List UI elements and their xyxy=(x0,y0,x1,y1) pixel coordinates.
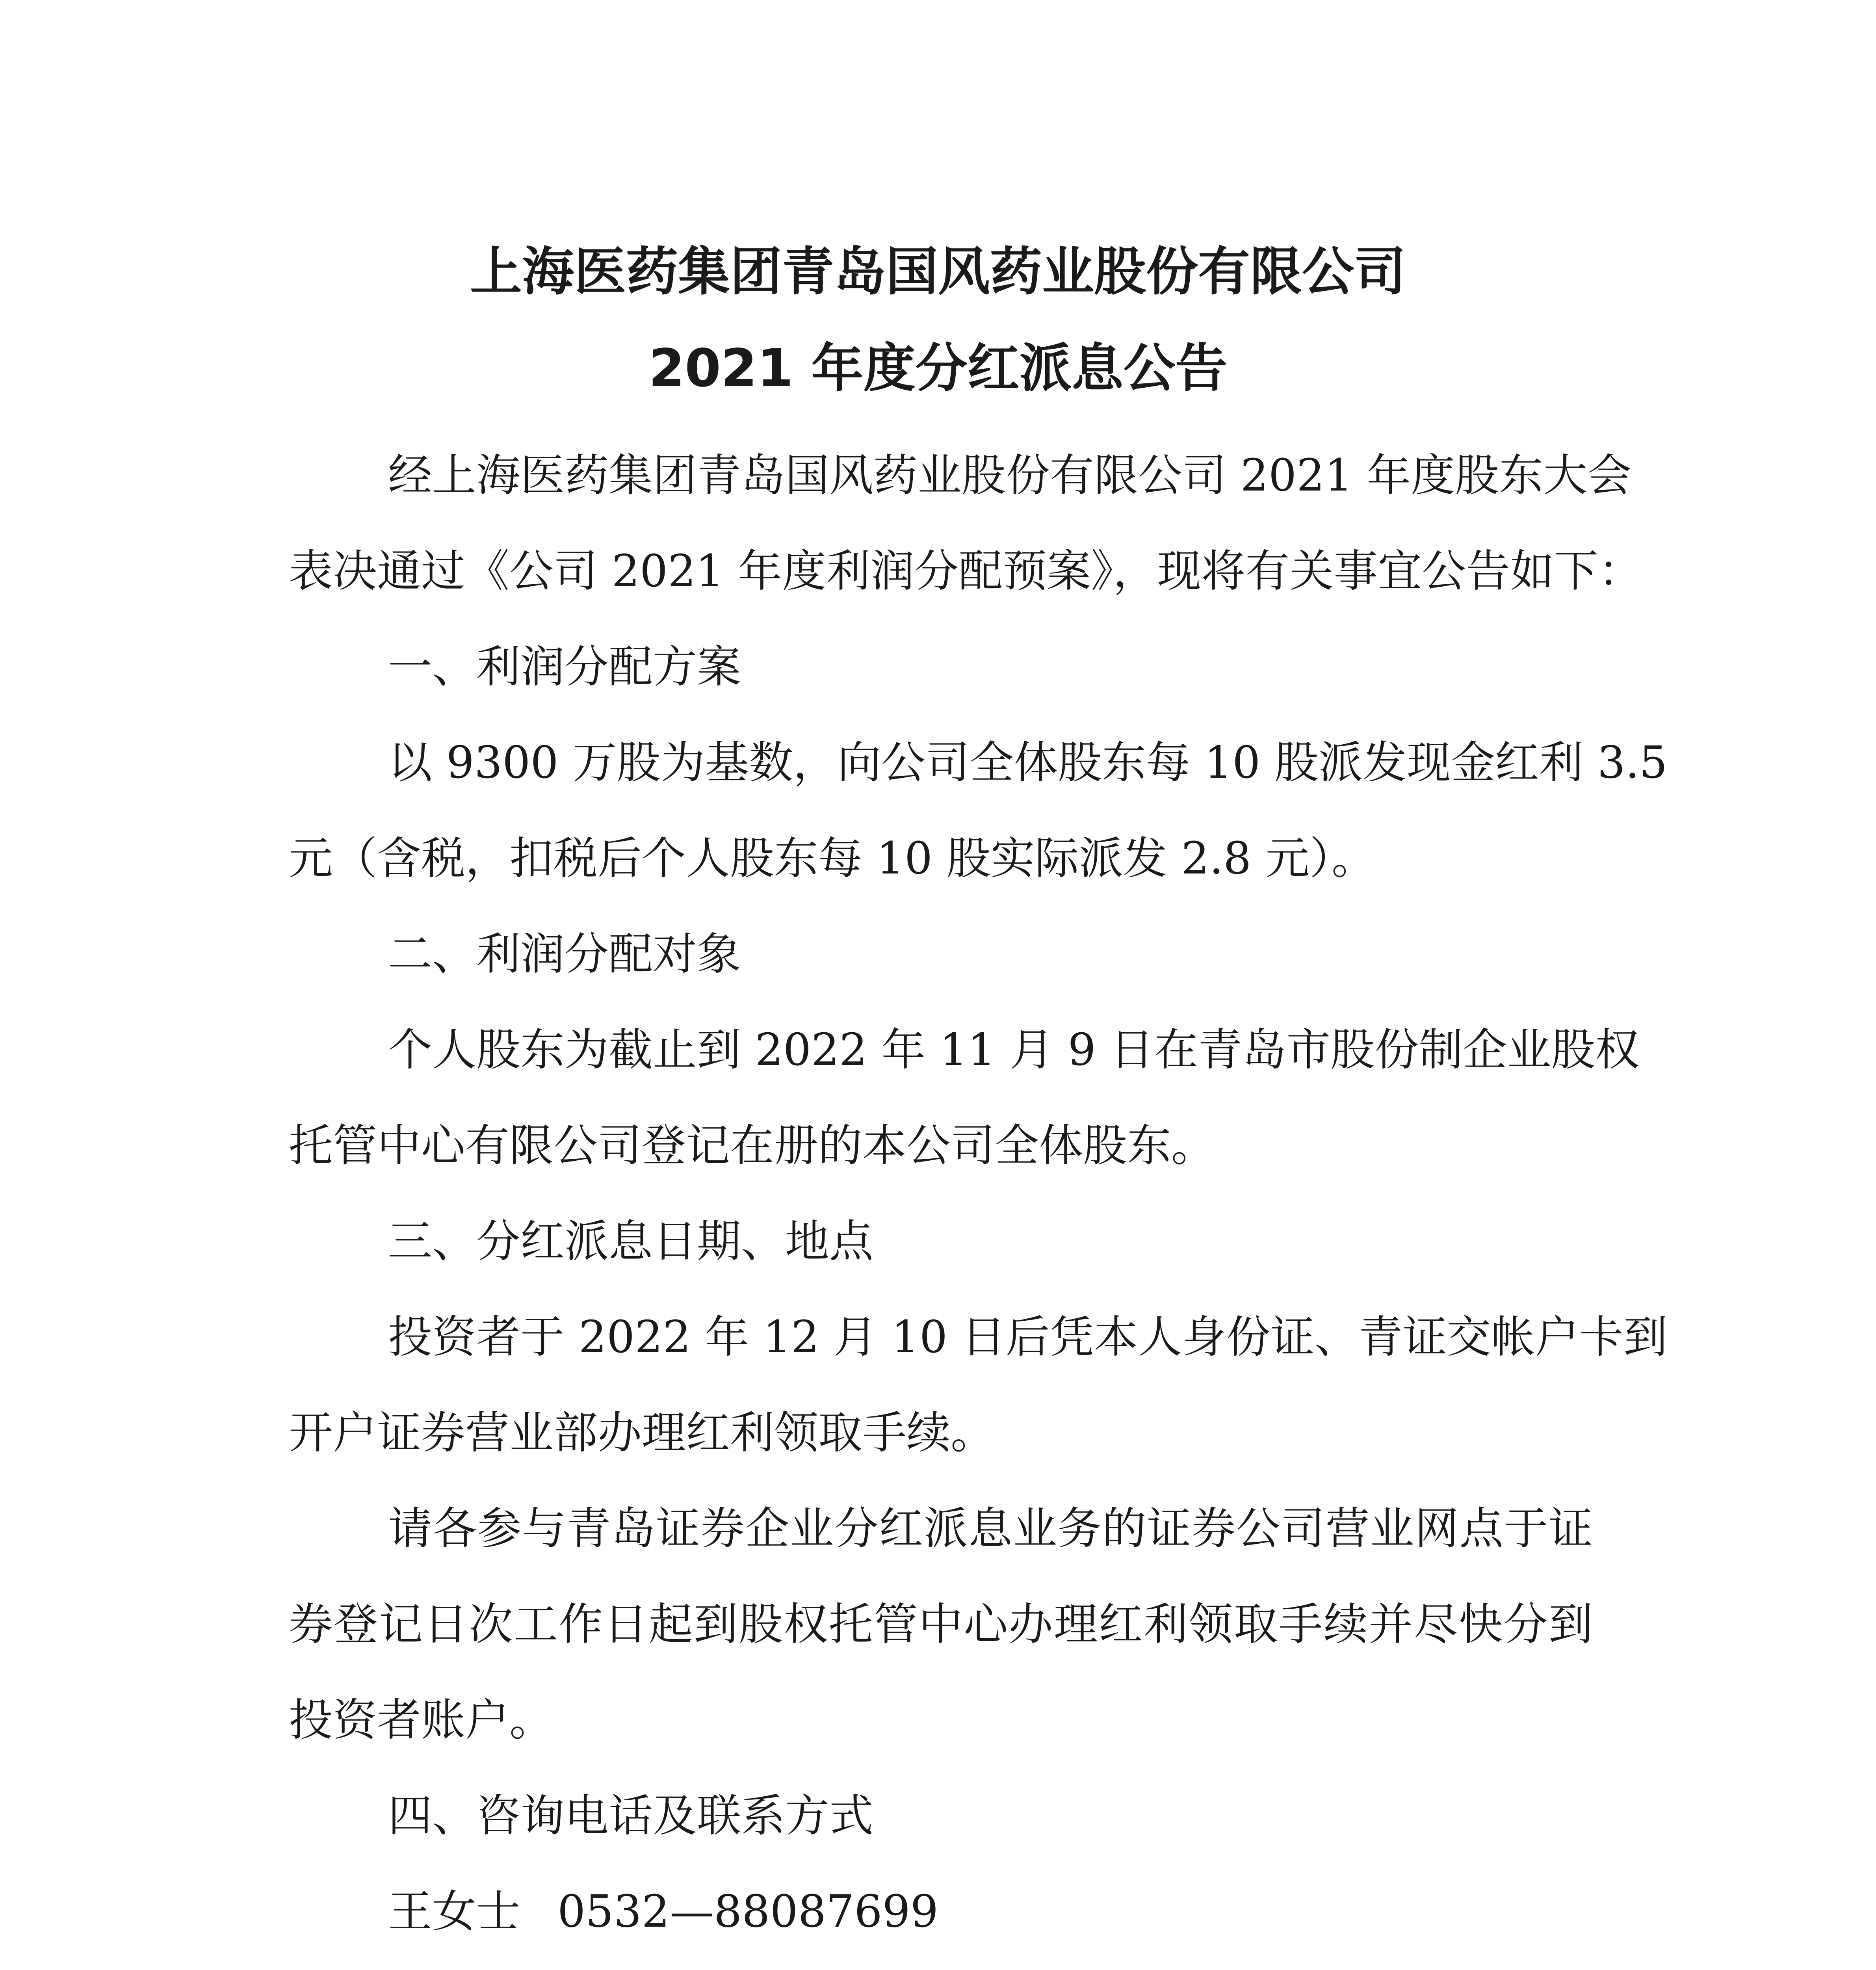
brokerage-notice-paragraph-line: 请各参与青岛证券企业分红派息业务的证券公司营业网点于证 xyxy=(388,1503,1593,1554)
contact-row xyxy=(388,1884,938,1939)
section-heading-profit-plan: 一、利润分配方案 xyxy=(388,641,741,693)
brokerage-notice-paragraph-line: 券登记日次工作日起到股权托管中心办理红利领取手续并尽快分到 xyxy=(289,1599,1593,1650)
intro-paragraph-line: 经上海医药集团青岛国风药业股份有限公司 2021 年度股东大会 xyxy=(388,450,1632,501)
brokerage-notice-paragraph-line: 投资者账户。 xyxy=(289,1695,554,1746)
intro-paragraph-line: 表决通过《公司 2021 年度利润分配预案》，现将有关事宜公告如下： xyxy=(289,546,1643,597)
contact-name: 王女士 xyxy=(388,1886,520,1937)
announcement-title-subject: 2021 年度分红派息公告 xyxy=(648,338,1228,399)
date-location-paragraph-line: 投资者于 2022 年 12 月 10 日后凭本人身份证、青证交帐户卡到 xyxy=(388,1312,1668,1363)
announcement-title-company: 上海医药集团青岛国风药业股份有限公司 xyxy=(470,242,1406,302)
profit-plan-paragraph-line: 元（含税，扣税后个人股东每 10 股实际派发 2.8 元）。 xyxy=(289,833,1376,884)
distribution-target-paragraph-line: 个人股东为截止到 2022 年 11 月 9 日在青岛市股份制企业股权 xyxy=(388,1024,1640,1076)
profit-plan-paragraph-line: 以 9300 万股为基数，向公司全体股东每 10 股派发现金红利 3.5 xyxy=(388,737,1668,788)
section-heading-distribution-target: 二、利润分配对象 xyxy=(388,929,741,980)
section-heading-date-location: 三、分红派息日期、地点 xyxy=(388,1216,873,1267)
date-location-paragraph-line: 开户证券营业部办理红利领取手续。 xyxy=(289,1407,995,1459)
contact-phone: 0532—88087699 xyxy=(557,1886,939,1937)
section-heading-contact: 四、咨询电话及联系方式 xyxy=(388,1790,873,1842)
distribution-target-paragraph-line: 托管中心有限公司登记在册的本公司全体股东。 xyxy=(289,1120,1215,1171)
